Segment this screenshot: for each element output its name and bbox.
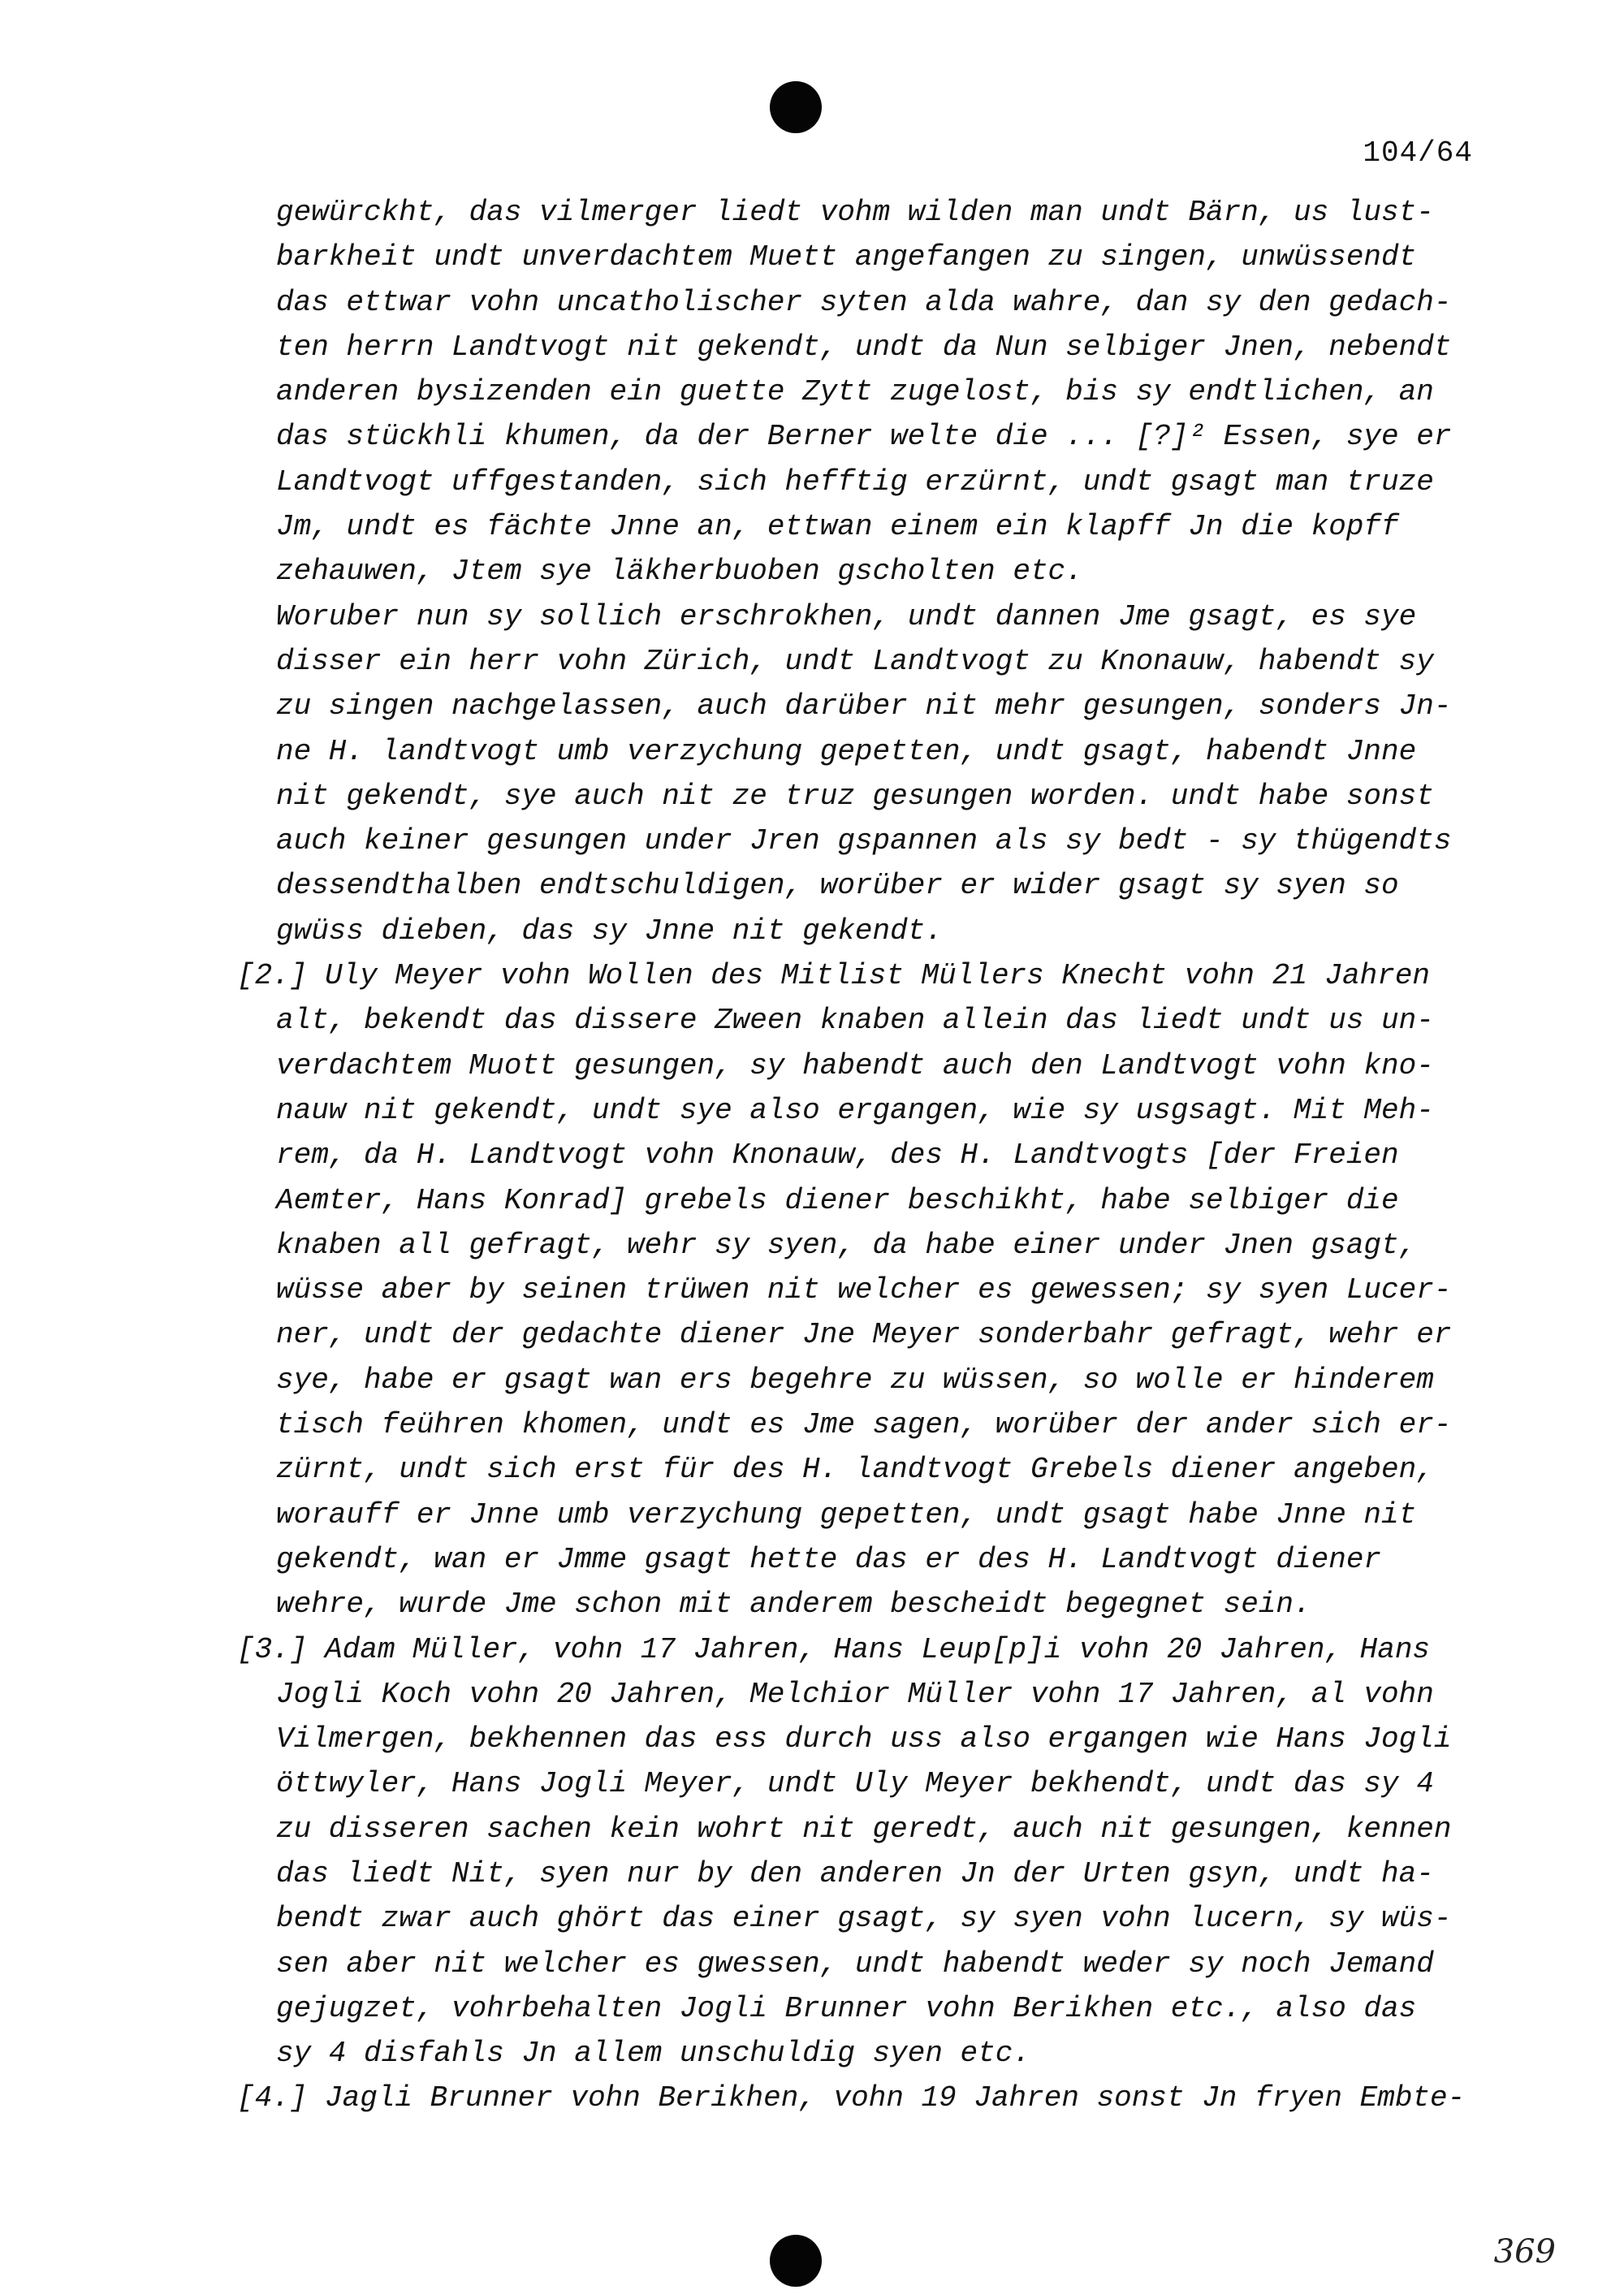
text-line: anderen bysizenden ein guette Zytt zugelost, bis sy endtlichen, an [276,375,1434,409]
text-line: alt, bekendt das dissere Zween knaben allein das liedt undt us un- [276,1004,1434,1038]
text-line: dessendthalben endtschuldigen, worüber er wider gsagt sy syen so [276,869,1399,903]
text-line: Jogli Koch vohn 20 Jahren, Melchior Müller vohn 17 Jahren, al vohn [276,1677,1434,1711]
text-line: Jm, undt es fächte Jnne an, ettwan einem ein klapff Jn die kopff [276,510,1399,544]
punch-hole-bottom [770,2235,822,2287]
text-line: worauff er Jnne umb verzychung gepetten, undt gsagt habe Jnne nit [276,1497,1417,1532]
text-line: Aemter, Hans Konrad] grebels diener beschikht, habe selbiger die [276,1183,1399,1217]
text-line: Woruber nun sy sollich erschrokhen, undt dannen Jme gsagt, es sye [276,599,1417,633]
text-line: disser ein herr vohn Zürich, undt Landtvogt zu Knonauw, habendt sy [276,644,1434,678]
text-line: ne H. landtvogt umb verzychung gepetten, undt gsagt, habendt Jnne [276,734,1417,768]
text-line: sy 4 disfahls Jn allem unschuldig syen etc. [276,2037,1030,2071]
text-line: das liedt Nit, syen nur by den anderen Jn der Urten gsyn, undt ha- [276,1856,1434,1890]
text-line: gejugzet, vohrbehalten Jogli Brunner vohn Berikhen etc., also das [276,1991,1417,2025]
text-line: bendt zwar auch ghört das einer gsagt, sy syen vohn lucern, sy wüs- [276,1902,1452,1936]
text-line: Landtvogt uffgestanden, sich hefftig erzürnt, undt gsagt man truze [276,464,1434,499]
paragraph-start-4: [4.] Jagli Brunner vohn Berikhen, vohn 19 Jahren sonst Jn fryen Embte- [237,2081,1466,2115]
text-line: Vilmergen, bekhennen das ess durch uss also ergangen wie Hans Jogli [276,1722,1452,1756]
paragraph-start-2: [2.] Uly Meyer vohn Wollen des Mitlist Müllers Knecht vohn 21 Jahren [237,959,1431,993]
text-line: zehauwen, Jtem sye läkherbuoben gscholten etc. [276,555,1083,589]
text-line: tisch feühren khomen, undt es Jme sagen, worüber der ander sich er- [276,1408,1452,1442]
text-line: nauw nit gekendt, undt sye also ergangen, wie sy usgsagt. Mit Meh- [276,1093,1434,1127]
text-line: ten herrn Landtvogt nit gekendt, undt da Nun selbiger Jnen, nebendt [276,330,1452,364]
text-line: zu singen nachgelassen, auch darüber nit mehr gesungen, sonders Jn- [276,689,1452,724]
text-line: auch keiner gesungen under Jren gspannen als sy bedt - sy thügendts [276,824,1452,858]
text-line: zürnt, undt sich erst für des H. landtvogt Grebels diener angeben, [276,1453,1434,1487]
text-line: sen aber nit welcher es gwessen, undt habendt weder sy noch Jemand [276,1946,1434,1981]
text-line: öttwyler, Hans Jogli Meyer, undt Uly Meyer bekhendt, undt das sy 4 [276,1767,1434,1801]
document-body [237,190,1494,2121]
paragraph-start-3: [3.] Adam Müller, vohn 17 Jahren, Hans Leup[p]i vohn 20 Jahren, Hans [237,1632,1431,1666]
text-line: gwüss dieben, das sy Jnne nit gekendt. [276,914,943,948]
text-line: nit gekendt, sye auch nit ze truz gesungen worden. undt habe sonst [276,779,1434,813]
text-line: barkheit undt unverdachtem Muett angefangen zu singen, unwüssendt [276,240,1417,274]
handwritten-folio-number: 369 [1493,2233,1556,2271]
text-line: wehre, wurde Jme schon mit anderem bescheidt begegnet sein. [276,1588,1311,1622]
page-number: 104/64 [1363,136,1473,170]
text-line: ner, undt der gedachte diener Jne Meyer sonderbahr gefragt, wehr er [276,1318,1452,1352]
text-line: zu disseren sachen kein wohrt nit geredt, auch nit gesungen, kennen [276,1812,1452,1846]
text-line: gewürckht, das vilmerger liedt vohm wilden man undt Bärn, us lust- [276,196,1434,229]
text-line: das stückhli khumen, da der Berner welte die ... [?]² Essen, sye er [276,420,1452,454]
text-line: knaben all gefragt, wehr sy syen, da habe einer under Jnen gsagt, [276,1228,1417,1262]
text-line: rem, da H. Landtvogt vohn Knonauw, des H. Landtvogts [der Freien [276,1139,1399,1173]
text-line: verdachtem Muott gesungen, sy habendt auch den Landtvogt vohn kno- [276,1048,1434,1082]
text-line: sye, habe er gsagt wan ers begehre zu wüssen, so wolle er hinderem [276,1363,1434,1397]
text-line: das ettwar vohn uncatholischer syten alda wahre, dan sy den gedach- [276,285,1452,319]
punch-hole-top [770,81,822,133]
text-line: wüsse aber by seinen trüwen nit welcher es gewessen; sy syen Lucer- [276,1273,1452,1307]
text-line: gekendt, wan er Jmme gsagt hette das er des H. Landtvogt diener [276,1542,1382,1576]
